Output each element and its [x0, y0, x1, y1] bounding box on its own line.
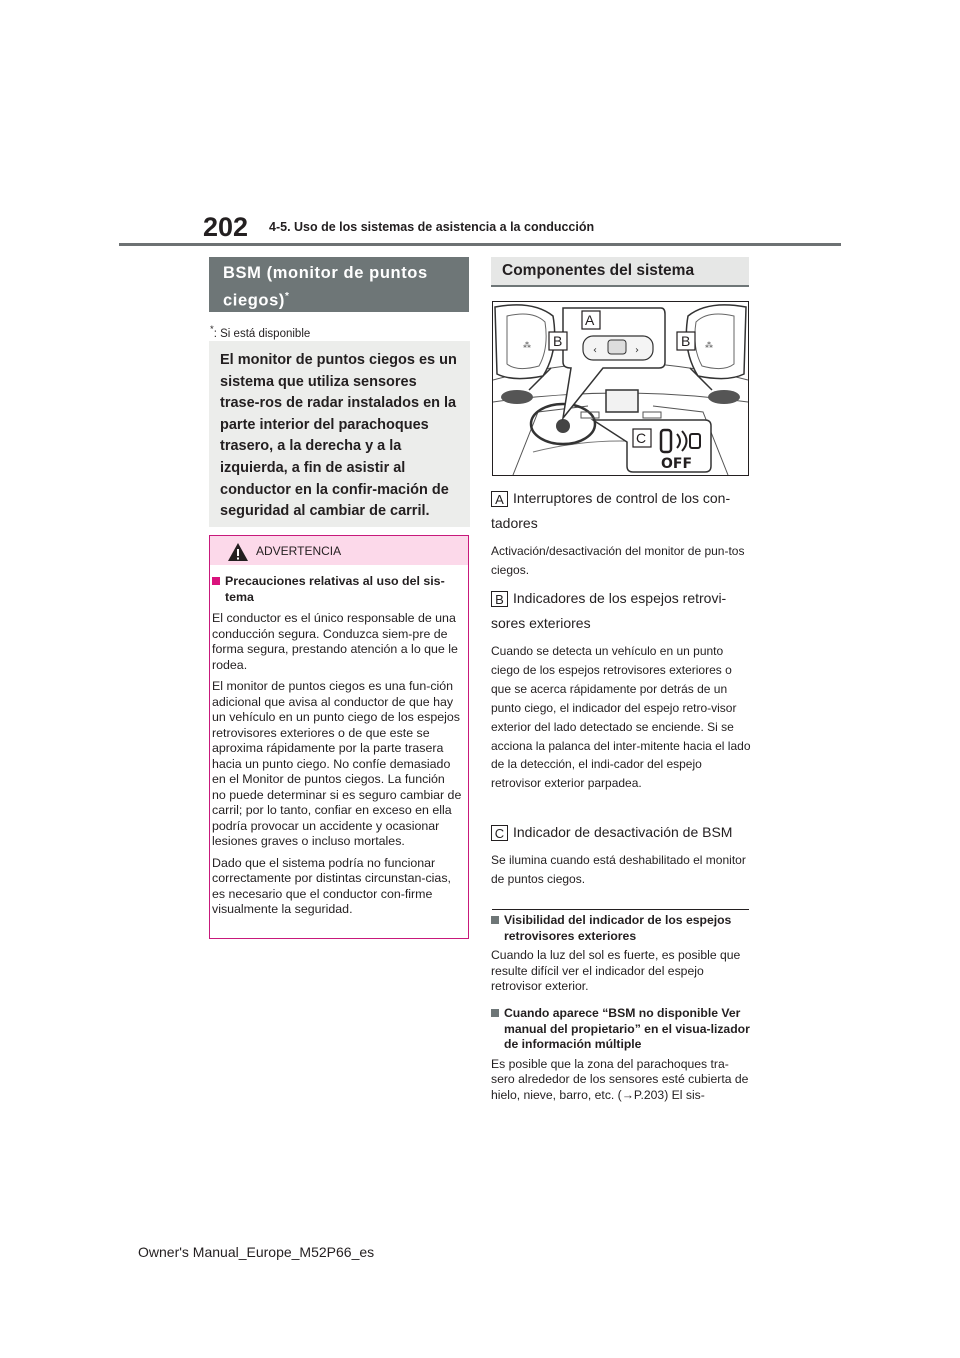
dashboard-illustration — [492, 301, 749, 476]
warning-icon — [227, 542, 249, 562]
component-title — [491, 820, 751, 845]
note-bsm-unavailable — [491, 1006, 751, 1103]
page-number: 202 — [203, 212, 249, 242]
component-desc: Se ilumina cuando está deshabilitado el monitor de puntos ciegos. — [491, 853, 746, 886]
note-title-text: Cuando aparece “BSM no disponible Ver manual del propietario” en el visua-lizador de información múltiple — [504, 1006, 750, 1051]
warning-paragraph: El conductor es el único responsable de una conducción segura. Conduzca siem-pre de forma segura, prestando atención a lo que le rodea. — [212, 611, 458, 672]
label-b-right: B — [681, 333, 691, 349]
footer-text: Owner's Manual_Europe_M52P66_es — [138, 1244, 375, 1260]
svg-text:‹: ‹ — [593, 345, 597, 356]
warning-box — [209, 535, 469, 939]
letter-box-a: A — [491, 491, 508, 507]
bullet-square — [212, 577, 220, 585]
svg-text:⁂: ⁂ — [705, 341, 713, 350]
component-desc: Activación/desactivación del monitor de pun-tos ciegos. — [491, 544, 745, 577]
component-item-a — [491, 486, 751, 580]
component-desc: Cuando se detecta un vehículo en un punto ciego de los espejos retrovisores exteriores o que se acerca rápidamente por detrás de un punto ciego, el indicador del espejo retro-visor exterior del lado detectado se enciende. Si se acciona la palanca del inter-mitente hacia el lado de la detección, el indi-cador del espejo retrovisor exterior parpadea. — [491, 644, 751, 791]
note-title — [491, 1006, 751, 1053]
bsm-heading — [209, 257, 469, 312]
component-title-text: Indicador de desactivación de BSM — [513, 824, 733, 840]
component-title — [491, 586, 751, 636]
intro-text: El monitor de puntos ciegos es un sistema que utiliza sensores trase-ros de radar instalados en la parte interior del parachoques trasero, a la derecha y a la izquierda, a fin de asistir al conductor en la confir-mación de seguridad al cambiar de carril. — [220, 352, 457, 520]
warning-paragraph: El monitor de puntos ciegos es una fun-ción adicional que avisa al conductor de que hay un vehículo en un punto ciego de los espejos retrovisores exteriores o de que este se aproxima rápidamente por la parte trasera hacia un punto ciego. No confíe demasiado en el Monitor de puntos ciegos. La función no puede determinar si es seguro cambiar de carril; por lo tanto, confiar en exceso en ella podría provocar un accidente y ocasionar lesiones graves o incluso mortales. — [212, 679, 462, 848]
warning-label: ADVERTENCIA — [256, 544, 342, 558]
intro-box — [209, 341, 470, 527]
bsm-heading-mark: * — [284, 291, 290, 302]
label-a: A — [585, 312, 595, 328]
note-title-text: Visibilidad del indicador de los espejos retrovisores exteriores — [504, 913, 732, 943]
svg-text:⁂: ⁂ — [523, 341, 531, 350]
footnote — [210, 324, 310, 340]
component-title-text: Indicadores de los espejos retrovi-sores exteriores — [491, 590, 727, 631]
component-item-c — [491, 820, 751, 889]
note-title — [491, 913, 751, 944]
dashboard-drawing — [493, 302, 748, 475]
component-title-text: Interruptores de control de los con-tadores — [491, 490, 731, 531]
components-heading: Componentes del sistema — [491, 257, 749, 287]
warning-header — [210, 536, 468, 565]
letter-box-b: B — [491, 591, 508, 607]
note-text: Cuando la luz del sol es fuerte, es posible que resulte difícil ver el indicador del espejo retrovisor exterior. — [491, 948, 741, 993]
note-text: Es posible que la zona del parachoques tra-sero alrededor de los sensores esté cubierta de hielo, nieve, barro, etc. (→P.203) El sis- — [491, 1056, 749, 1102]
warning-title-text: Precauciones relativas al uso del sis-tema — [225, 574, 445, 604]
footnote-mark: * — [210, 324, 214, 335]
component-item-b — [491, 586, 751, 793]
label-b-left: B — [553, 333, 563, 349]
label-c: C — [636, 430, 647, 446]
svg-text:›: › — [635, 345, 639, 356]
bullet-square — [491, 1009, 499, 1017]
header-rule — [119, 243, 841, 246]
bsm-heading-text: BSM (monitor de puntos ciegos) — [223, 264, 428, 310]
footnote-text: : Si está disponible — [213, 327, 311, 340]
section-title: 4-5. Uso de los sistemas de asistencia a la conducción — [269, 220, 595, 234]
letter-box-c: C — [491, 825, 508, 841]
note-visibility — [491, 913, 751, 995]
warning-body — [212, 574, 462, 924]
section-divider — [492, 909, 749, 910]
component-title — [491, 486, 751, 536]
warning-paragraph: Dado que el sistema podría no funcionar correctamente por distintas circunstan-cias, es necesario que el conductor con-firme visualmente la seguridad. — [212, 855, 451, 916]
off-indicator-text: OFF — [661, 456, 693, 472]
warning-title — [212, 574, 462, 605]
bullet-square — [491, 916, 499, 924]
